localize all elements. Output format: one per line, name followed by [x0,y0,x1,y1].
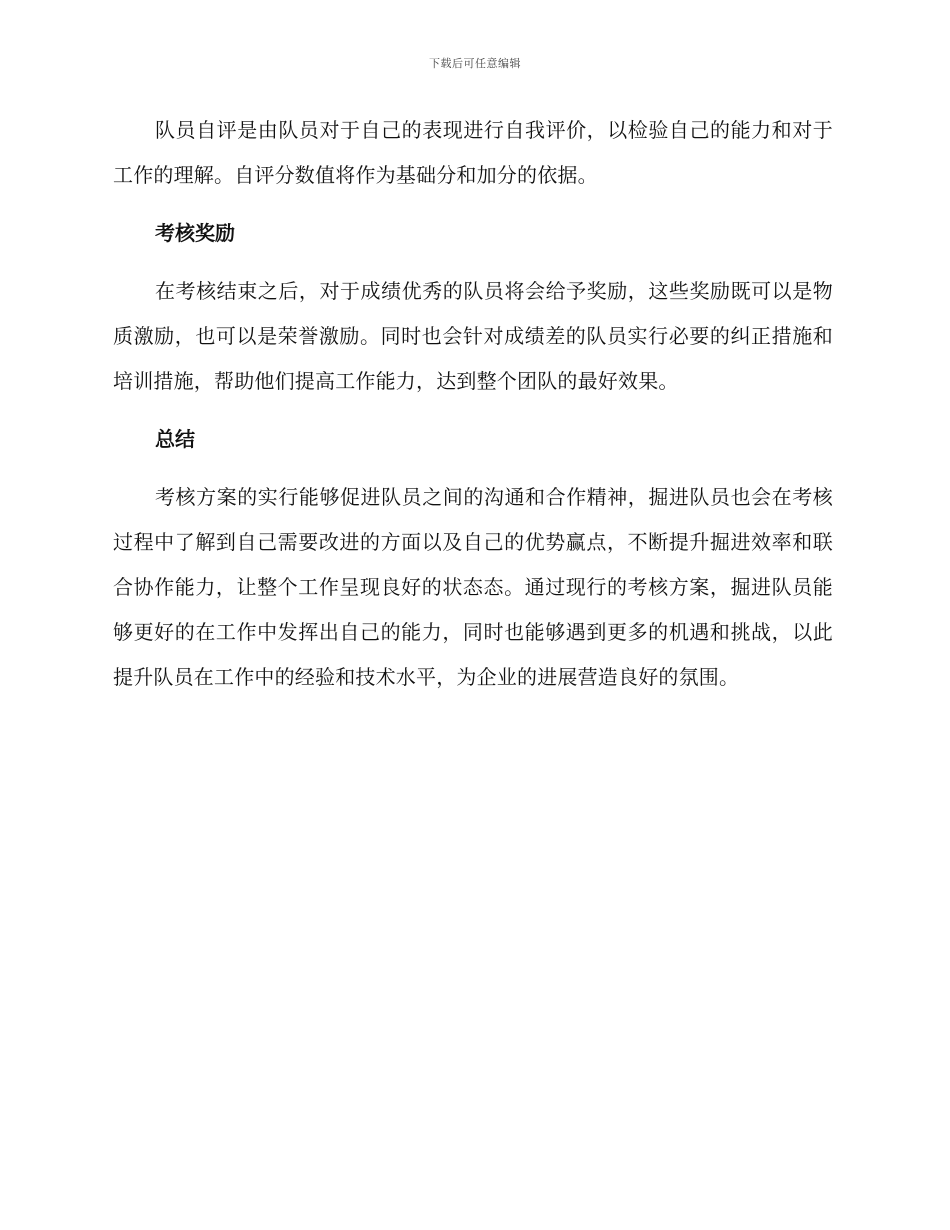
paragraph-summary: 考核方案的实行能够促进队员之间的沟通和合作精神，掘进队员也会在考核过程中了解到自己需要改进的方面以及自己的优势赢点，不断提升掘进效率和联合协作能力，让整个工作呈现良好的状态态。通过现行的考核方案，掘进队员能够更好的在工作中发挥出自己的能力，同时也能够遇到更多的机遇和挑战，以此提升队员在工作中的经验和技术水平，为企业的进展营造良好的氛围。 [113,485,833,689]
section-heading-rewards: 考核奖励 [155,221,235,245]
page-header-note: 下载后可任意编辑 [429,57,521,70]
section-heading-summary: 总结 [155,427,195,451]
paragraph-rewards: 在考核结束之后，对于成绩优秀的队员将会给予奖励，这些奖励既可以是物质激励，也可以是荣誉激励。同时也会针对成绩差的队员实行必要的纠正措施和培训措施，帮助他们提高工作能力，达到整个团队的最好效果。 [113,279,833,393]
document-body [113,108,833,700]
paragraph-self-review: 队员自评是由队员对于自己的表现进行自我评价，以检验自己的能力和对于工作的理解。自评分数值将作为基础分和加分的依据。 [113,118,833,187]
